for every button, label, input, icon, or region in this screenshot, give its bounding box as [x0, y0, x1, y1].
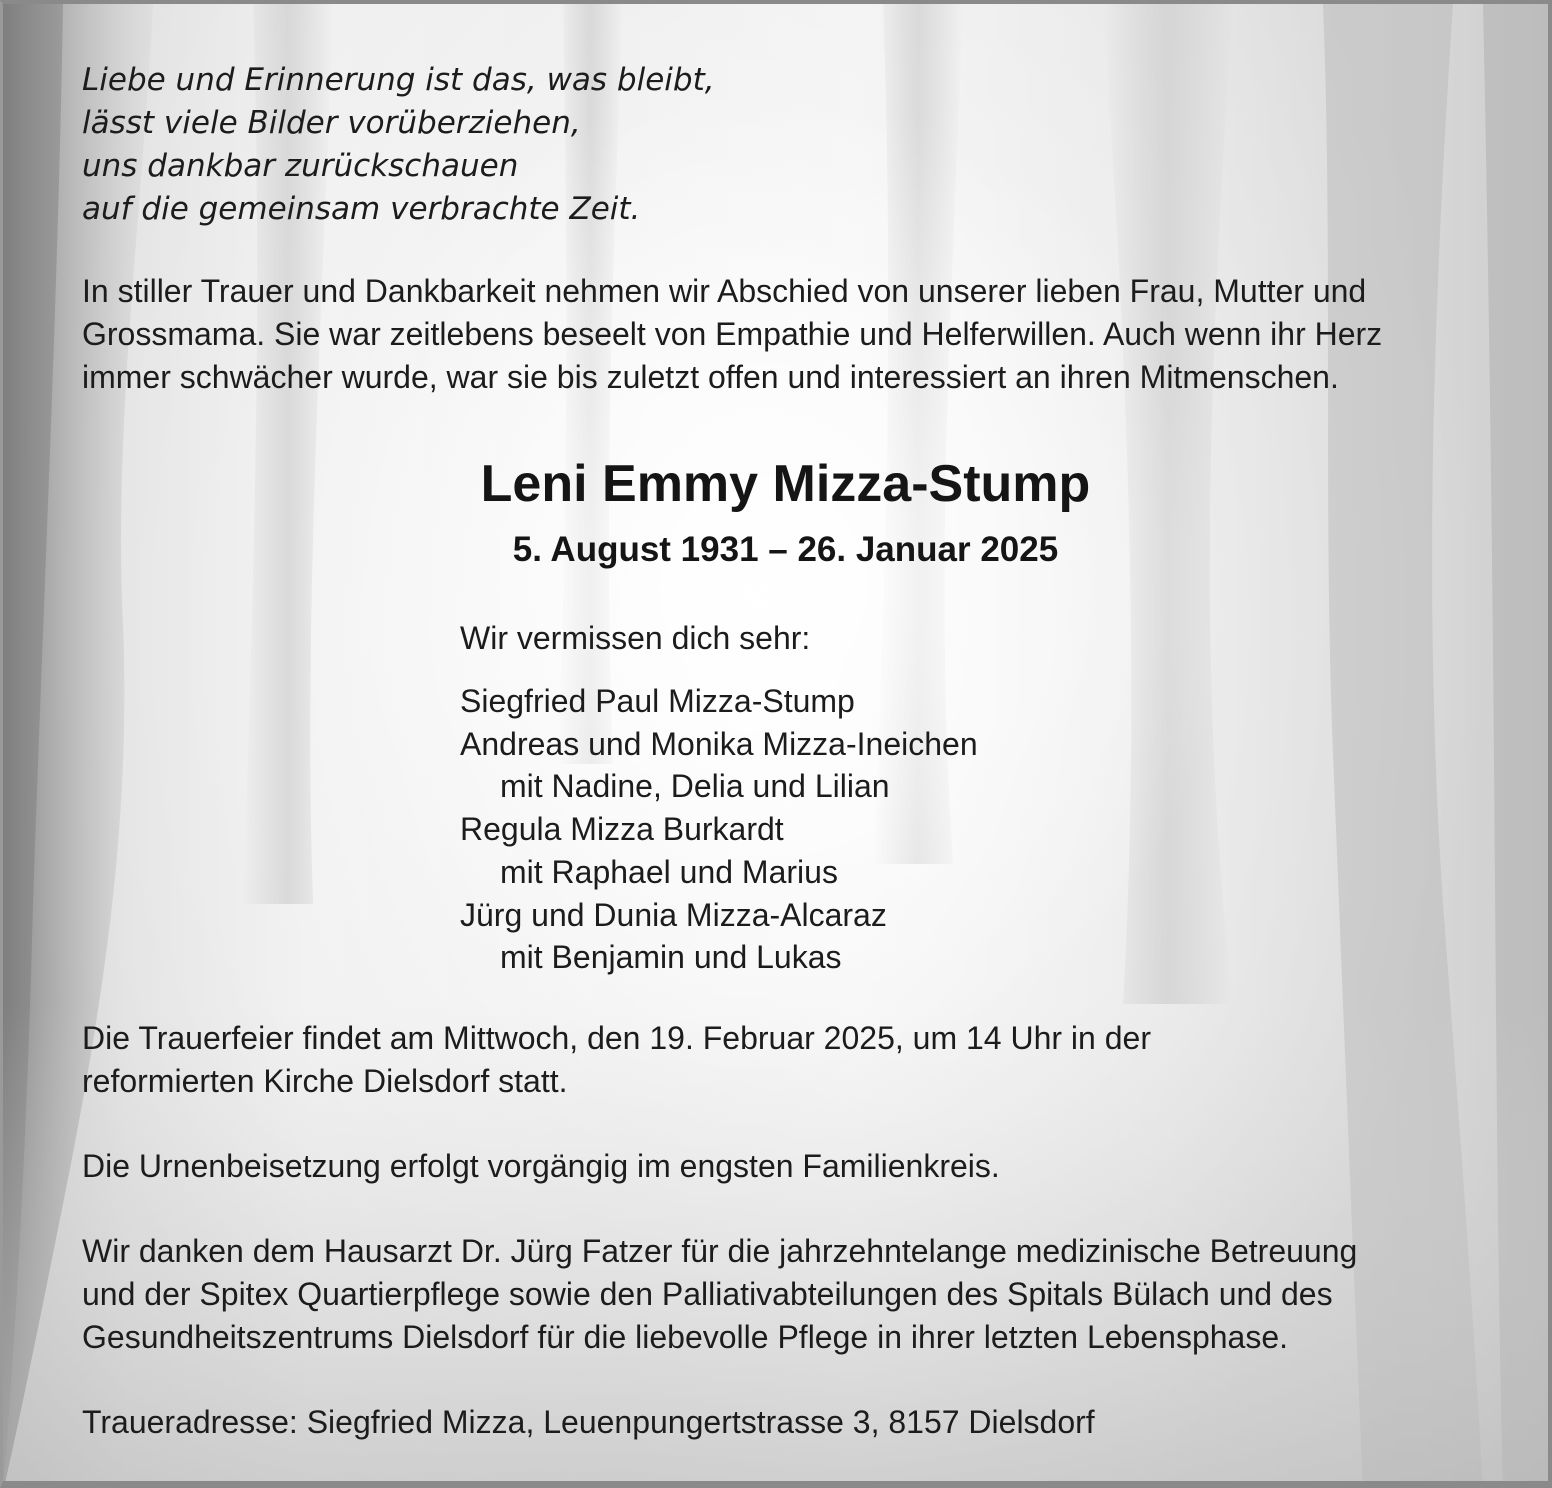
- life-dates: 5. August 1931 – 26. Januar 2025: [512, 530, 1059, 569]
- mourner-name: Jürg und Dunia Mizza-Alcaraz: [460, 896, 887, 933]
- mourners-lead: Wir vermissen dich sehr:: [460, 620, 811, 656]
- poem-line: lässt viele Bilder vorüberziehen,: [82, 105, 581, 141]
- thanks-line: Gesundheitszentrums Dielsdorf für die liebevolle Pflege in ihrer letzten Lebensphase.: [82, 1319, 1289, 1355]
- address-line: Traueradresse: Siegfried Mizza, Leuenpungertstrasse 3, 8157 Dielsdorf: [82, 1404, 1095, 1440]
- intro-line: immer schwächer wurde, war sie bis zuletzt offen und interessiert an ihren Mitmenschen.: [82, 359, 1339, 395]
- intro-line: Grossmama. Sie war zeitlebens beseelt von Empathie und Helferwillen. Auch wenn ihr Herz: [82, 316, 1383, 352]
- ceremony-line: reformierten Kirche Dielsdorf statt.: [82, 1063, 568, 1099]
- mourners-list: [460, 616, 978, 979]
- mourning-address: [82, 1401, 1095, 1444]
- intro-line: In stiller Trauer und Dankbarkeit nehmen wir Abschied von unserer lieben Frau, Mutter und: [82, 273, 1367, 309]
- mourner-children: mit Benjamin und Lukas: [500, 939, 842, 976]
- mourner-name: Andreas und Monika Mizza-Ineichen: [460, 725, 978, 762]
- thanks-line: Wir danken dem Hausarzt Dr. Jürg Fatzer für die jahrzehntelange medizinische Betreuung: [82, 1233, 1358, 1269]
- ceremony-line: Die Trauerfeier findet am Mittwoch, den 19. Februar 2025, um 14 Uhr in der: [82, 1020, 1151, 1056]
- urn-notice: [82, 1145, 1000, 1188]
- thanks-paragraph: [82, 1230, 1357, 1359]
- mourner-name: Siegfried Paul Mizza-Stump: [460, 683, 855, 719]
- thanks-line: und der Spitex Quartierpflege sowie den Palliativabteilungen des Spitals Bülach und des: [82, 1276, 1333, 1312]
- deceased-name: Leni Emmy Mizza-Stump: [480, 455, 1091, 513]
- obituary-content: [3, 4, 1552, 1488]
- memorial-poem: [82, 59, 715, 231]
- mourner-name: Regula Mizza Burkardt: [460, 811, 784, 848]
- poem-line: auf die gemeinsam verbrachte Zeit.: [82, 191, 641, 227]
- poem-line: Liebe und Erinnerung ist das, was bleibt,: [82, 62, 715, 98]
- urn-line: Die Urnenbeisetzung erfolgt vorgängig im engsten Familienkreis.: [82, 1148, 1000, 1184]
- intro-paragraph: [82, 270, 1502, 399]
- mourner-children: mit Raphael und Marius: [500, 853, 838, 890]
- ceremony-notice: [82, 1017, 1151, 1103]
- poem-line: uns dankbar zurückschauen: [82, 148, 519, 184]
- mourner-children: mit Nadine, Delia und Lilian: [500, 768, 890, 805]
